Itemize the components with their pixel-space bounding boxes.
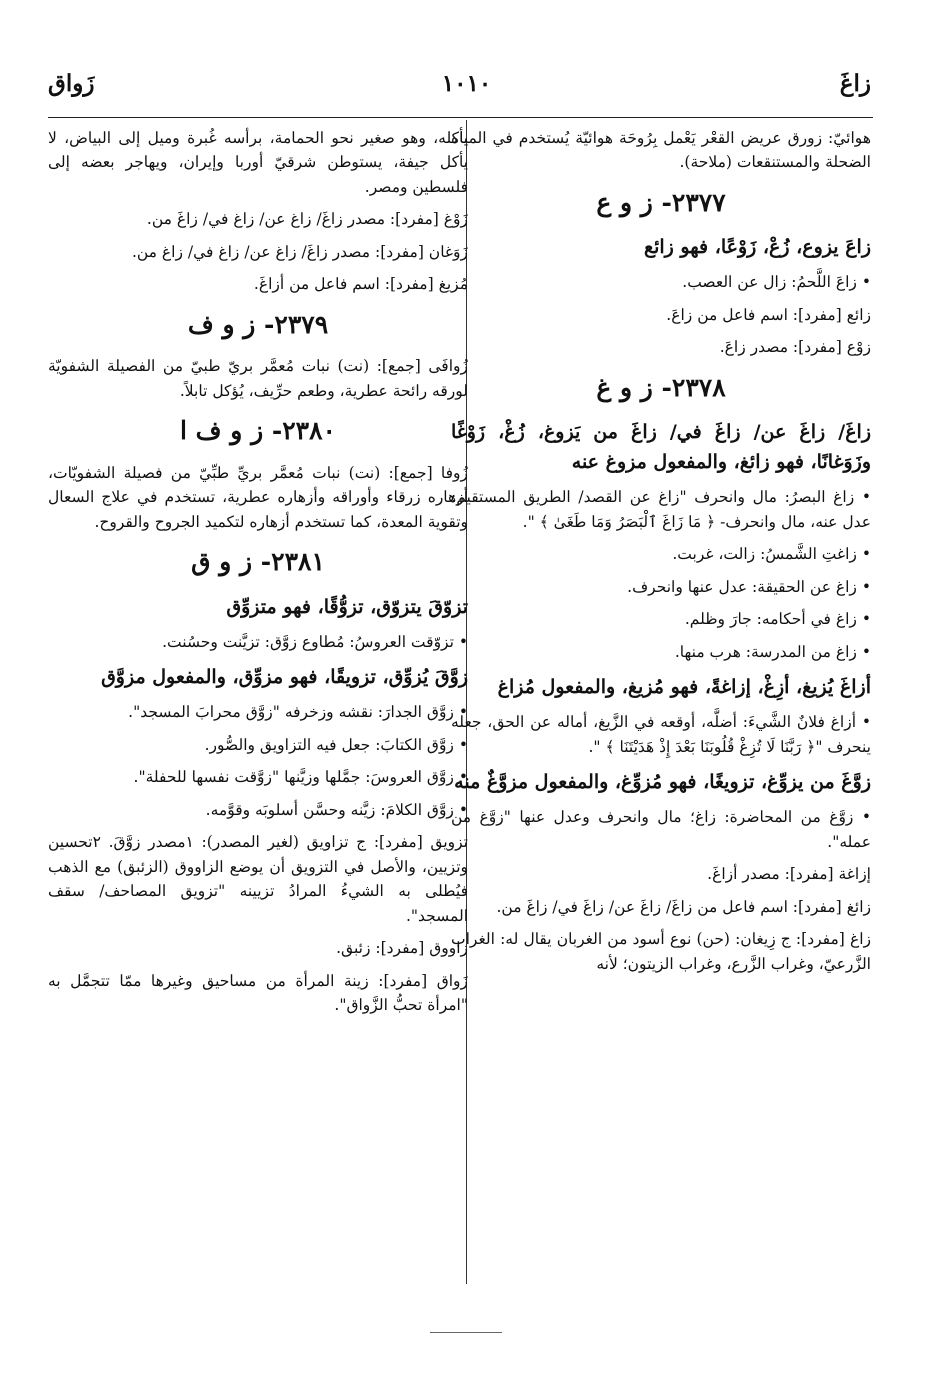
entry-text: زَوَغان [مفرد]: مصدر زاغَ/ زاغ عن/ زاغ في/ زاغ من. [131, 242, 468, 261]
entry-text: هوائيّ: زورق عريض القعْر يَعْمل بِرُوحَة هوائيّة يُستخدم في المياه الضحلة والمستنقعات (ملاحة). [451, 129, 871, 172]
entry-text: مُزيغ [مفرد]: اسم فاعل من أزاغَ. [253, 275, 468, 294]
sense-item: • زوَّق العروسَ: جمَّلها وزيَّنها "زوَّقت نفسها للحفلة". [48, 765, 468, 789]
sense-item: • زاغ عن الحقيقة: عدل عنها وانحرف. [451, 575, 871, 599]
right-column [451, 126, 871, 984]
verb-headline: أزاغَ يُزيغ، أزِغْ، إزاغةً، فهو مُزيغ، والمفعول مُزاغ [497, 676, 871, 699]
entry-text: إزاغة [مفرد]: مصدر أزاغَ. [707, 865, 871, 884]
entry-text: زُوافَى [جمع]: (نت) نبات مُعمَّر بريّ طبيّ من الفصيلة الشفويّة لورقه رائحة عطرية، وطعم حرِّيف، يُؤكل تابلاً. [48, 357, 468, 400]
entry-text: زائع [مفرد]: اسم فاعل من زاعَ. [666, 305, 871, 324]
sense-item: • زاغ من المدرسة: هرب منها. [451, 640, 871, 664]
entry-text: زاغ [مفرد]: ج زِيغان: (حن) نوع أسود من الغربان يقال له: الغراب الزَّرعيّ، وغراب الزَّرع، وغراب الزيتون؛ لأنه [451, 930, 871, 973]
sense-item: • تزوّقت العروسُ: مُطاوع زوَّق: تزيَّنت وحسُنت. [48, 630, 468, 654]
entry-text: زَواق [مفرد]: زينة المرأة من مساحيق وغيرها ممّا تتجمَّل به "امرأة تحبُّ الزَّواق". [48, 971, 468, 1015]
sense-item: • زاغ البصرُ: مال وانحرف "زاغ عن القصد/ الطريق المستقيم: عدل عنه، مال وانحرف- ﴿ مَا زَاغَ ٱلْبَصَرُ وَمَا طَغَىٰ ﴾ ". [451, 485, 871, 534]
verb-headline: زوَّقَ يُزوِّق، تزويقًا، فهو مزوِّق، والمفعول مزوَّق [101, 666, 468, 689]
verb-headline: زاعَ يزوع، زُعْ، زَوْعًا، فهو زائع [643, 236, 871, 259]
verb-headline: تزوّقَ يتزوّق، تزوُّقًا، فهو متزوِّق [226, 595, 468, 618]
root-heading: ٢٣٧٧- ز و ع [596, 187, 726, 217]
sense-item: • زاغ في أحكامه: جارَ وظلم. [451, 607, 871, 631]
root-heading: ٢٣٨٠- ز و ف ا [180, 416, 336, 446]
sense-item: • زاغتِ الشَّمسُ: زالت، غربت. [451, 542, 871, 566]
running-head-left: زَواق [48, 70, 95, 97]
entry-text: زائغ [مفرد]: اسم فاعل من زاغَ/ زاغَ عن/ زاغَ في/ زاغَ من. [496, 897, 871, 916]
sense-item: • زوَّق الكلامَ: زيَّنه وحسَّن أسلوبَه وقوَّمه. [48, 798, 468, 822]
sense-item: • زوَّق الكتابَ: جعل فيه التزاويق والصُّور. [48, 733, 468, 757]
entry-text: يأكله، وهو صغير نحو الحمامة، برأسه غُبرة وميل إلى البياض، لا يأكل جيفة، يستوطن شرقيّ أوربا وإيران، ويهاجر بعضه إلى فلسطين ومصر. [48, 129, 468, 196]
root-heading: ٢٣٧٩- ز و ف [187, 309, 329, 339]
verb-headline: زوَّغَ من يزوِّغ، تزويغًا، فهو مُزوِّغ، والمفعول مزوَّغٌ منه [454, 771, 871, 794]
sense-item: • أزاغ فلانٌ الشَّيءَ: أضلَّه، أوقعه في الزَّيغ، أماله عن الحق، جعله ينحرف "﴿ رَبَّنَا لَا تُزِغْ قُلُوبَنَا بَعْدَ إِذْ هَدَيْتَنَا ﴾ ". [451, 710, 871, 759]
verb-headline: زاغَ/ زاغَ عن/ زاغَ في/ زاغَ من يَزوغ، زُغْ، زَوْغًا وزَوَغانًا، فهو زائغ، والمفعول مزوغ عنه [451, 421, 871, 474]
sense-item: • زاعَ اللَّحمُ: زال عن العصب. [451, 270, 871, 294]
entry-text: تزويق [مفرد]: ج تزاويق (لغير المصدر): ١مصدر زوَّقَ. ٢تحسين وتزيين، والأصل في التزويق أن يوضع الزاووق (الزئبق) مع الذهب فيُطلى به الشيءُ المرادُ تزيينه "تزويق المصاحف/ سقف المسجد". [48, 833, 468, 925]
footer-mark [430, 1332, 502, 1333]
entry-text: زُوفا [جمع]: (نت) نبات مُعمَّر بريِّ طبِّيّ من فصيلة الشفويّات، أزهاره زرقاء وأوراقه وأزهاره عطرية، تستخدم في علاج السعال وتقوية المعدة، كما تستخدم أزهاره لتكميد الجروح والقروح. [48, 463, 468, 531]
page-number: ١٠١٠ [441, 70, 492, 97]
root-heading: ٢٣٧٨- ز و غ [596, 372, 726, 402]
entry-text: زَوْغ [مفرد]: مصدر زاغَ/ زاغ عن/ زاغ في/ زاغَ من. [146, 210, 468, 229]
entry-text: زاووق [مفرد]: زئبق. [336, 939, 468, 958]
left-column [48, 126, 468, 1026]
sense-item: • زوَّغ من المحاضرة: زاغ؛ مال وانحرف وعدل عنها "زوَّغ من عمله". [451, 805, 871, 854]
entry-text: زوْع [مفرد]: مصدر زاعَ. [719, 338, 871, 357]
running-head-right: زاغَ [839, 70, 871, 97]
root-heading: ٢٣٨١- ز و ق [191, 547, 325, 577]
sense-item: • زوَّق الجدارَ: نقشه وزخرفه "زوَّق محرابَ المسجد". [48, 700, 468, 724]
header-rule [48, 117, 873, 118]
